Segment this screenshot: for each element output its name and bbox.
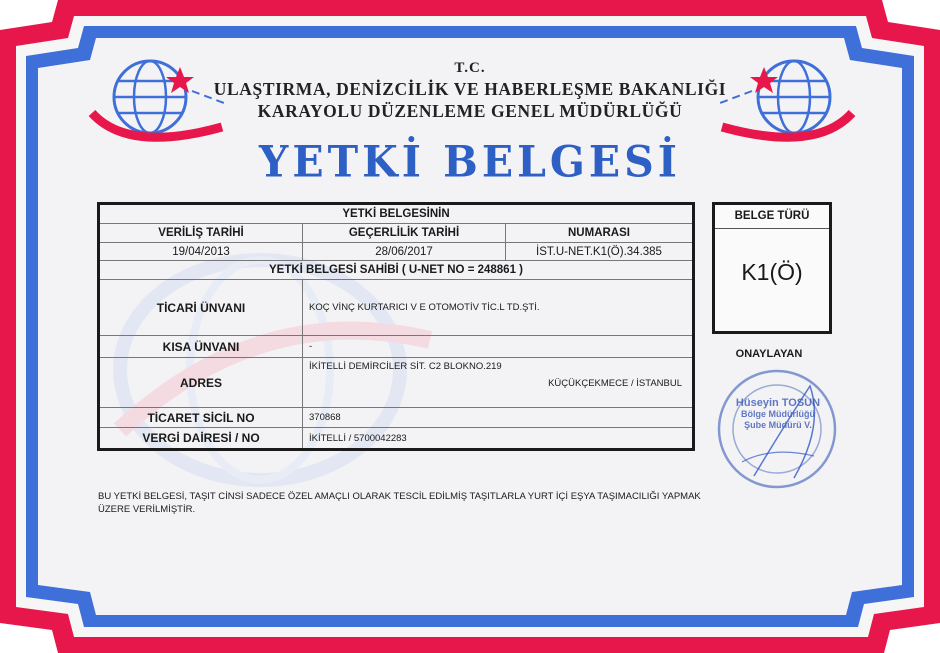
document-title: YETKİ BELGESİ [259, 136, 681, 188]
certificate-table [97, 202, 695, 451]
stamp-line-2: Bölge Müdürlüğü [741, 409, 815, 419]
number-value: İST.U-NET.K1(Ö).34.385 [506, 243, 694, 261]
address-line-1: İKİTELLİ DEMİRCİLER SİT. C2 BLOKNO.219 [309, 361, 502, 372]
col-issue-date: VERİLİŞ TARİHİ [99, 224, 303, 243]
col-validity-date: GEÇERLİLİK TARİHİ [303, 224, 506, 243]
trade-name-label: TİCARİ ÜNVANI [99, 280, 303, 336]
header-ministry: ULAŞTIRMA, DENİZCİLİK VE HABERLEŞME BAKANLIĞI [213, 79, 727, 99]
footer-note: BU YETKİ BELGESİ, TAŞIT CİNSİ SADECE ÖZEL AMAÇLI OLARAK TESCİL EDİLMİŞ TAŞITLARLA YURT İÇİ EŞYA TAŞIMACILIĞI YAPMAK ÜZERE VERİLMİŞTİR. [98, 491, 701, 515]
address-line-2: KÜÇÜKÇEKMECE / İSTANBUL [548, 378, 682, 389]
address-label: ADRES [99, 358, 303, 408]
owner-header: YETKİ BELGESİ SAHİBİ ( U-NET NO = 248861 ) [99, 261, 694, 280]
trade-name-value: KOÇ VİNÇ KURTARICI V E OTOMOTİV TİC.L TD.ŞTİ. [303, 280, 694, 336]
col-number: NUMARASI [506, 224, 694, 243]
trade-registry-value: 370868 [303, 408, 694, 428]
tax-office-label: VERGİ DAİRESİ / NO [99, 428, 303, 450]
address-value [303, 358, 694, 408]
validity-date-value: 28/06/2017 [303, 243, 506, 261]
short-name-value: - [303, 336, 694, 358]
table-top-header: YETKİ BELGESİNİN [99, 204, 694, 224]
header-tc: T.C. [454, 60, 486, 76]
document-type-box [712, 202, 832, 334]
header-directorate: KARAYOLU DÜZENLEME GENEL MÜDÜRLÜĞÜ [257, 101, 683, 121]
short-name-label: KISA ÜNVANI [99, 336, 303, 358]
document-type-label: BELGE TÜRÜ [715, 205, 829, 229]
approver-label: ONAYLAYAN [735, 348, 803, 360]
tax-office-value: İKİTELLİ / 5700042283 [303, 428, 694, 450]
trade-registry-label: TİCARET SİCİL NO [99, 408, 303, 428]
issue-date-value: 19/04/2013 [99, 243, 303, 261]
document-type-value: K1(Ö) [741, 259, 803, 285]
stamp-line-3: Şube Müdürü V. [744, 420, 812, 430]
stamp-name: Hüseyin TOSUN [735, 397, 821, 409]
